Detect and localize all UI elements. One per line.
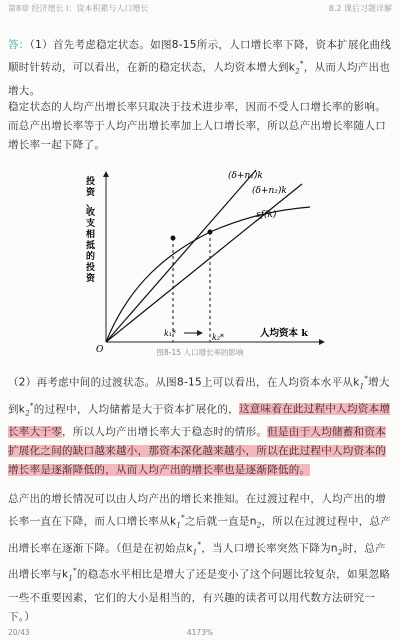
line2-label: (δ+n₂)k [252,186,287,196]
x-axis-label: 人均资本 k [260,328,308,339]
chapter-title: 第8章 经济增长 Ⅰ：资本积累与人口增长 [8,4,149,13]
line1-label: (δ+n₁)k [228,171,263,181]
line-delta-n2 [106,184,302,342]
answer-label: 答： [8,39,30,51]
answer-paragraph-2: 稳定状态的人均产出增长率只取决于技术进步率，因而不受人口增长率的影响。而总产出增长率等于人均产出增长率加上人口增长率，所以总产出增长率随人口增长率一起下降了。 [8,101,386,151]
figure-8-15 [60,162,340,360]
page-footer [0,626,400,640]
k2-label: k₂* [212,333,225,342]
curve-sfk [106,207,310,342]
page-header [0,0,400,16]
figure-caption: 图8-15 人口增长率的影响 [156,348,244,357]
origin-label: O [96,345,104,355]
section-title: 8.2 课后习题详解 [328,4,392,13]
y-axis-label: 投资、收支相抵的投资 [86,177,96,284]
highlight-2: 但是由于人均储蓄和资本扩展化之间的缺口越来越小，那资本深化越来越小，所以在此过程中人均资本的增长率是逐渐降低的，从而人均产出的增长率也是逐渐降低的。 [8,426,387,477]
answer-paragraph-1: 答：（1）首先考虑稳定状态。如图8-15所示，人口增长率下降，资本扩展化曲线顺时针转动，可以看出，在新的稳定状态，人均资本增大到$k_2^*$，从而人均产出也增大。 [8,39,392,97]
page-number: 20/43 [8,628,30,637]
answer-paragraph-3: （2）再考虑中间的过渡状态。从图8-15上可以看出，在人均资本水平从$k_1^*$增大到$k_2^*$的过程中，人均储蓄是大于资本扩展化的，这意味着在此过程中人均资本增长率大于零，所以人均产出增长率大于稳态时的情形。但是由于人均储蓄和资本扩展化之间的缺口越来越小，那资本深化越来越小，所以在此过程中人均资本的增长率是逐渐降低的，从而人均产出的增长率也是逐渐降低的。 [8,375,391,477]
answer-paragraph-4: 总产出的增长情况可以由人均产出的增长来推知。在过渡过程中，人均产出的增长率一直在下降，而人口增长率从$k_1^*$之后就一直是$n_2$，所以在过渡过程中，总产出增长率在逐渐下降。（但是在初始点$k_1^*$，当人口增长率突然下降为$n_2$时，总产出增长率与$k_1^*$的稳态水平相比是增大了还是变小了这个问题比较复杂，如果忽略一些不重要因素，它们的大小是相当的，有兴趣的读者可以用代数方法研究一下。） [8,493,392,623]
line-delta-n1 [106,170,256,342]
zoom-level: 4173% [186,628,214,637]
curve-label: sf(k) [256,210,277,220]
k1-label: k₁* [164,329,177,338]
growth-diagram [60,162,340,360]
highlight-1: 这意味着在此过程中人均资本增长率大于零 [8,403,391,439]
